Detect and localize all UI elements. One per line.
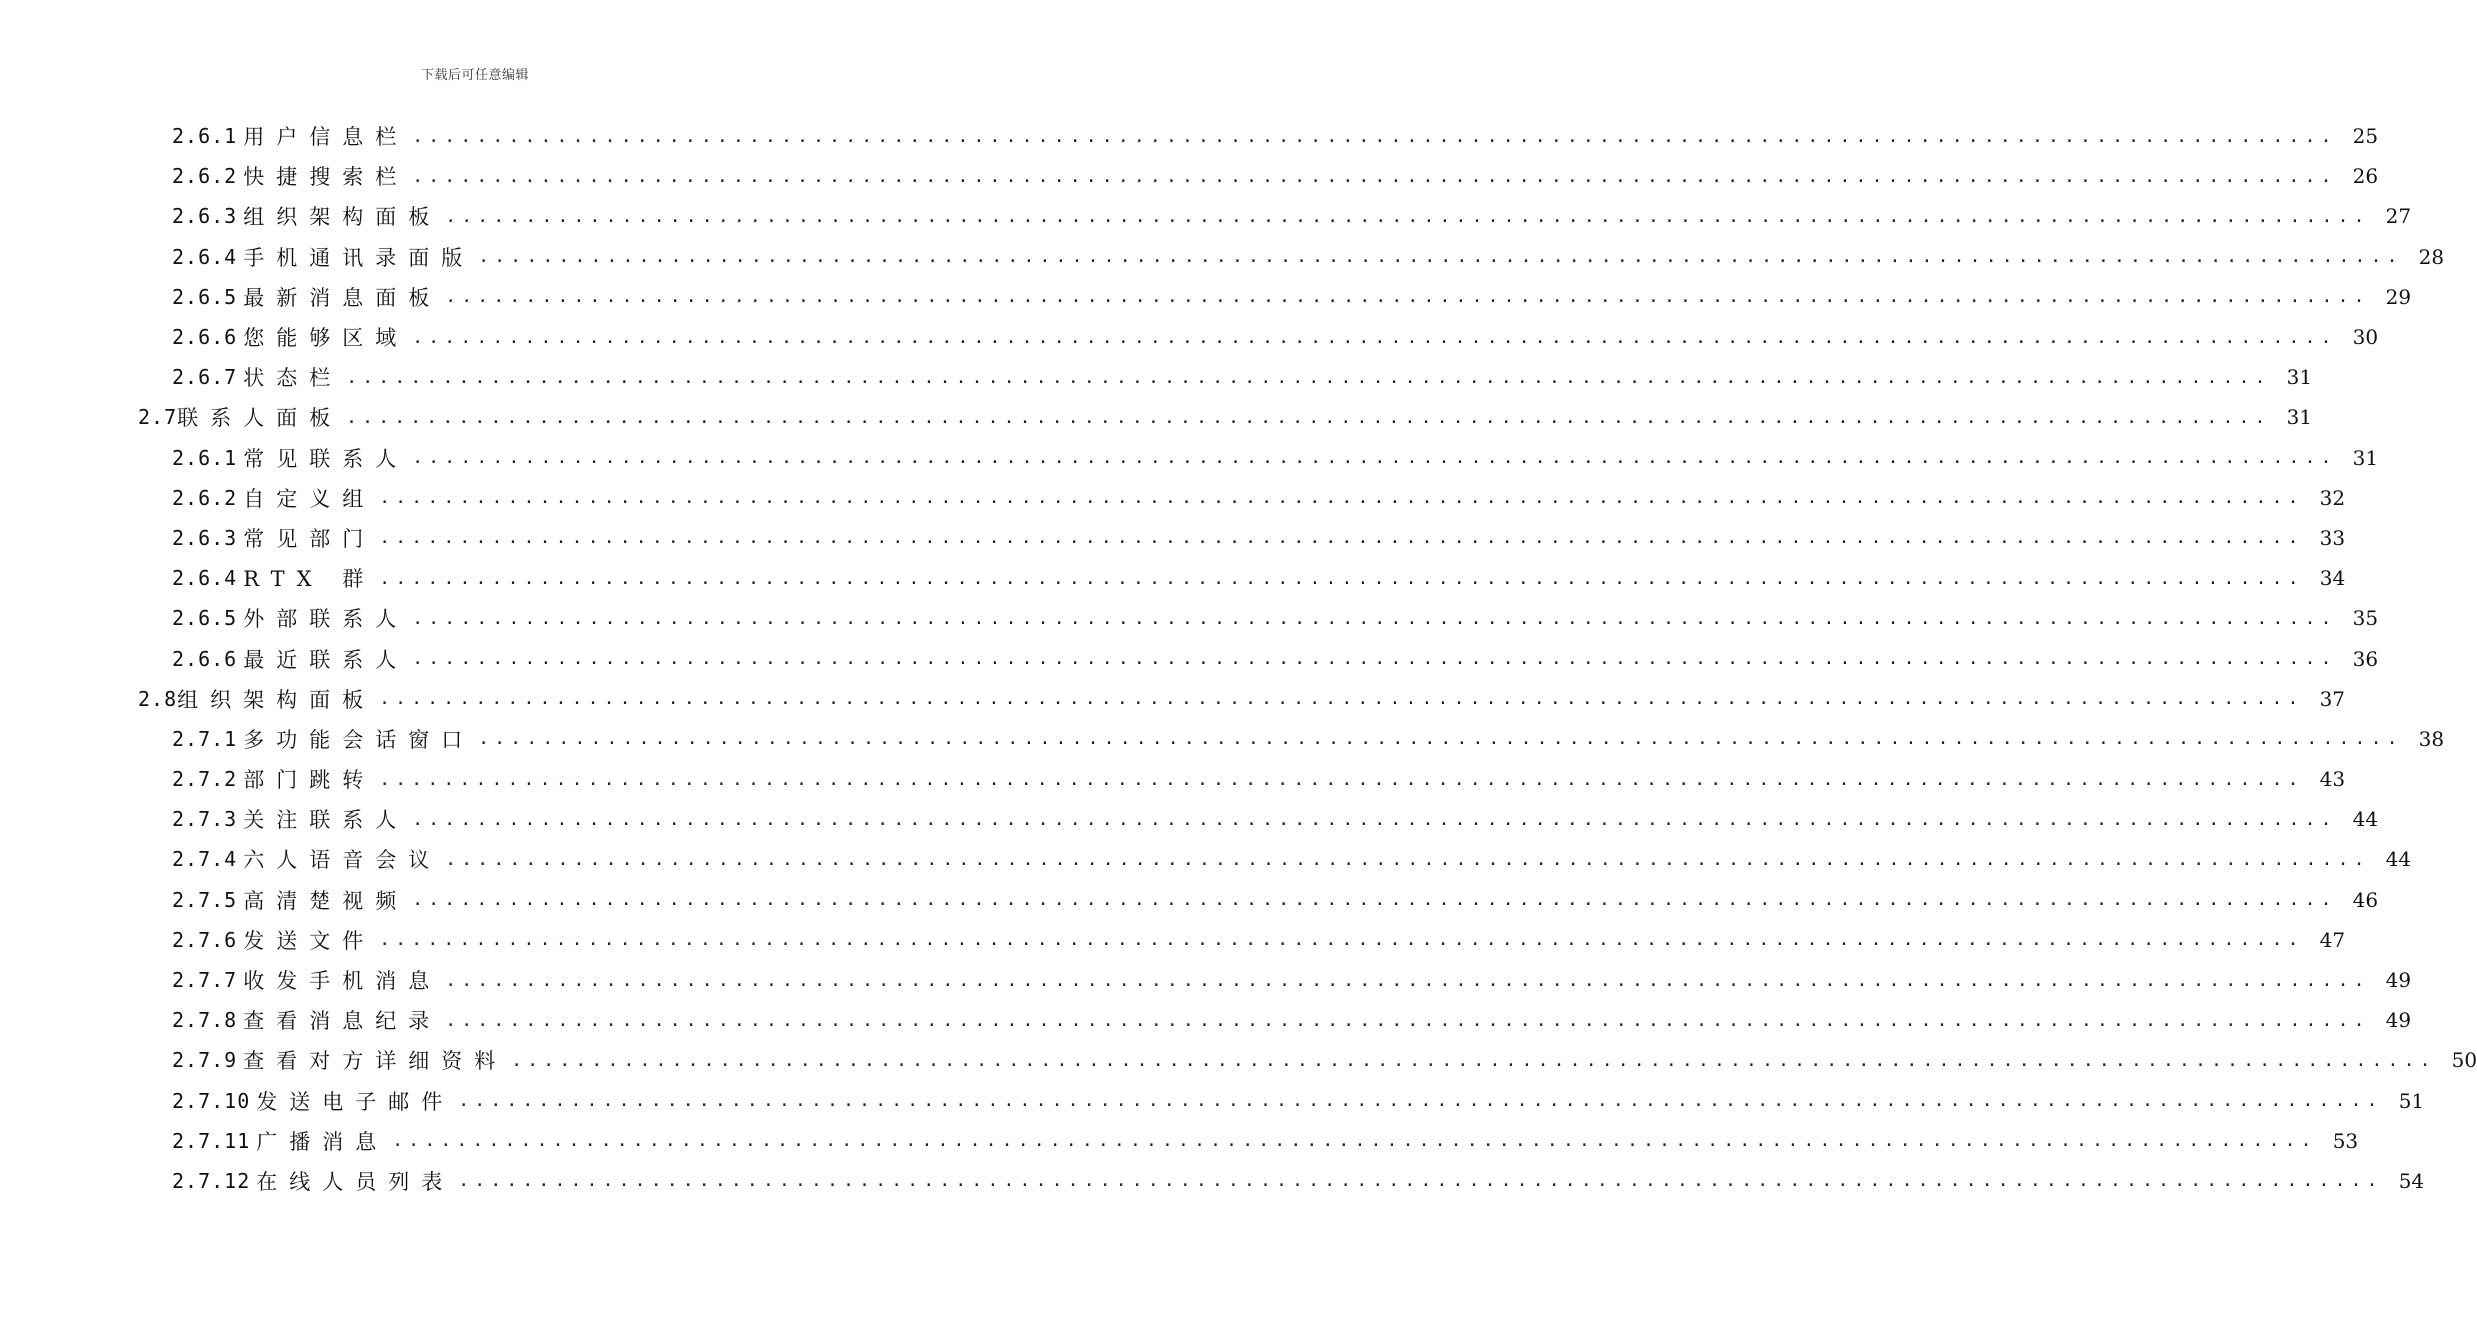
toc-entry-number: 2.6.7 <box>172 365 238 390</box>
toc-leader-dots: ........................................................................................................................ <box>379 688 2304 710</box>
toc-entry-page: 43 <box>2319 767 2346 792</box>
toc-entry-number: 2.7.1 <box>172 726 238 751</box>
toc-leader-dots: ........................................................................................................................ <box>379 567 2304 589</box>
toc-entry-title: 最新消息面板 <box>243 285 442 310</box>
toc-entry-number: 2.7.12 <box>172 1168 251 1193</box>
toc-entry-number: 2.7.7 <box>172 968 238 993</box>
toc-entry[interactable] <box>0 1121 2359 1161</box>
toc-entry-number: 2.7.11 <box>172 1128 251 1153</box>
toc-entry[interactable] <box>0 357 2313 397</box>
toc-leader-dots: ........................................................................................................................ <box>445 969 2370 991</box>
toc-entry-number: 2.6.2 <box>172 485 238 510</box>
toc-entry-number: 2.8 <box>138 686 178 711</box>
toc-entry-page: 29 <box>2385 284 2412 309</box>
toc-entry-title: 查看对方详细资料 <box>243 1049 508 1074</box>
toc-entry-title: 外部联系人 <box>243 607 409 632</box>
toc-leader-dots: ........................................................................................................................ <box>379 768 2304 790</box>
toc-entry-number: 2.7.6 <box>172 927 238 952</box>
toc-entry-page: 47 <box>2319 927 2346 952</box>
toc-entry-number: 2.6.3 <box>172 525 238 550</box>
toc-entry-number: 2.6.5 <box>172 606 238 631</box>
toc-leader-dots: ........................................................................................................................ <box>458 1090 2383 1112</box>
toc-entry-title: 组织架构面板 <box>177 687 376 712</box>
toc-entry-title: 状态栏 <box>243 366 343 391</box>
toc-entry-title: 发送电子邮件 <box>256 1089 455 1114</box>
toc-entry-number: 2.7.2 <box>172 767 238 792</box>
toc-entry-page: 28 <box>2418 244 2445 269</box>
toc-entry-number: 2.6.1 <box>172 445 238 470</box>
toc-entry[interactable] <box>0 156 2379 196</box>
toc-entry-number: 2.7.4 <box>172 847 238 872</box>
toc-leader-dots: ........................................................................................................................ <box>412 326 2337 348</box>
toc-entry-title: 手机通讯录面版 <box>243 245 475 270</box>
toc-entry[interactable] <box>0 719 2445 759</box>
toc-entry-number: 2.6.4 <box>172 566 238 591</box>
toc-entry[interactable] <box>0 920 2346 960</box>
toc-entry-number: 2.7.3 <box>172 807 238 832</box>
toc-entry-title: 六人语音会议 <box>243 848 442 873</box>
toc-leader-dots: ........................................................................................................................ <box>445 848 2370 870</box>
toc-entry-page: 51 <box>2398 1088 2425 1113</box>
toc-leader-dots: ........................................................................................................................ <box>412 808 2337 830</box>
toc-leader-dots: ........................................................................................................................ <box>412 889 2337 911</box>
toc-entry-page: 44 <box>2385 847 2412 872</box>
toc-entry-number: 2.6.3 <box>172 204 238 229</box>
toc-entry[interactable] <box>0 558 2346 598</box>
toc-entry-page: 31 <box>2286 365 2313 390</box>
toc-entry-page: 35 <box>2352 606 2379 631</box>
toc-leader-dots: ........................................................................................................................ <box>346 406 2271 428</box>
toc-entry-page: 54 <box>2398 1168 2425 1193</box>
toc-entry-number: 2.7.5 <box>172 887 238 912</box>
toc-entry-page: 44 <box>2352 807 2379 832</box>
toc-entry[interactable] <box>0 960 2412 1000</box>
toc-leader-dots: ........................................................................................................................ <box>412 447 2337 469</box>
toc-entry[interactable] <box>0 438 2379 478</box>
toc-entry[interactable] <box>0 839 2412 879</box>
toc-entry[interactable] <box>0 880 2379 920</box>
toc-entry-title: 查看消息纪录 <box>243 1009 442 1034</box>
toc-leader-dots: ........................................................................................................................ <box>412 165 2337 187</box>
toc-entry[interactable] <box>0 1000 2412 1040</box>
toc-entry-page: 27 <box>2385 204 2412 229</box>
toc-entry-title: 多功能会话窗口 <box>243 727 475 752</box>
toc-entry-title: 广播消息 <box>256 1129 389 1154</box>
toc-leader-dots: ........................................................................................................................ <box>445 1009 2370 1031</box>
toc-entry[interactable] <box>0 478 2346 518</box>
toc-entry[interactable] <box>0 518 2346 558</box>
toc-entry-page: 31 <box>2352 445 2379 470</box>
toc-entry-title: 在线人员列表 <box>256 1169 455 1194</box>
toc-entry-page: 36 <box>2352 646 2379 671</box>
toc-leader-dots: ........................................................................................................................ <box>346 366 2271 388</box>
toc-entry-page: 33 <box>2319 525 2346 550</box>
toc-entry-page: 53 <box>2332 1128 2359 1153</box>
toc-entry-page: 50 <box>2451 1048 2477 1073</box>
toc-entry-title: 快捷搜索栏 <box>243 165 409 190</box>
toc-entry-number: 2.6.1 <box>172 124 238 149</box>
toc-entry[interactable] <box>0 1081 2425 1121</box>
toc-entry[interactable] <box>0 116 2379 156</box>
toc-leader-dots: ........................................................................................................................ <box>412 607 2337 629</box>
toc-entry[interactable] <box>0 759 2346 799</box>
toc-entry[interactable] <box>0 598 2379 638</box>
toc-entry-number: 2.7.10 <box>172 1088 251 1113</box>
toc-entry-title: 高清楚视频 <box>243 888 409 913</box>
toc-entry-title: 联系人面板 <box>177 406 343 431</box>
page-header: 下载后可任意编辑 <box>420 68 529 83</box>
toc-entry[interactable] <box>0 277 2412 317</box>
toc-entry-number: 2.7.8 <box>172 1008 238 1033</box>
toc-entry-page: 32 <box>2319 485 2346 510</box>
toc-leader-dots: ........................................................................................................................ <box>412 648 2337 670</box>
toc-leader-dots: ........................................................................................................................ <box>379 487 2304 509</box>
toc-entry-title: 您能够区域 <box>243 326 409 351</box>
toc-entry-number: 2.6.5 <box>172 284 238 309</box>
toc-entry-page: 37 <box>2319 686 2346 711</box>
toc-entry-page: 25 <box>2352 124 2379 149</box>
toc-entry-number: 2.7 <box>138 405 178 430</box>
toc-leader-dots: ........................................................................................................................ <box>412 125 2337 147</box>
toc-entry[interactable] <box>0 679 2346 719</box>
toc-entry-title: RTX 群 <box>243 567 376 592</box>
toc-entry[interactable] <box>0 1161 2425 1201</box>
toc-leader-dots: ........................................................................................................................ <box>392 1130 2317 1152</box>
toc-leader-dots: ........................................................................................................................ <box>379 929 2304 951</box>
toc-leader-dots: ........................................................................................................................ <box>445 205 2370 227</box>
toc-entry[interactable] <box>0 799 2379 839</box>
toc-entry-number: 2.6.6 <box>172 325 238 350</box>
table-of-contents <box>0 116 2477 1201</box>
toc-entry-title: 常见联系人 <box>243 446 409 471</box>
toc-entry[interactable] <box>0 196 2412 236</box>
toc-leader-dots: ........................................................................................................................ <box>478 246 2403 268</box>
toc-entry-number: 2.6.6 <box>172 646 238 671</box>
toc-entry-page: 46 <box>2352 887 2379 912</box>
toc-entry-page: 26 <box>2352 164 2379 189</box>
toc-entry-page: 34 <box>2319 566 2346 591</box>
toc-leader-dots: ........................................................................................................................ <box>379 527 2304 549</box>
toc-entry-number: 2.6.4 <box>172 244 238 269</box>
toc-leader-dots: ........................................................................................................................ <box>445 286 2370 308</box>
toc-entry[interactable] <box>0 317 2379 357</box>
toc-entry-page: 31 <box>2286 405 2313 430</box>
toc-entry-title: 自定义组 <box>243 486 376 511</box>
toc-entry-page: 38 <box>2418 726 2445 751</box>
toc-entry-number: 2.6.2 <box>172 164 238 189</box>
toc-entry-title: 常见部门 <box>243 526 376 551</box>
toc-entry-title: 最近联系人 <box>243 647 409 672</box>
toc-entry[interactable] <box>0 397 2313 437</box>
toc-entry-title: 收发手机消息 <box>243 969 442 994</box>
toc-entry-page: 30 <box>2352 325 2379 350</box>
toc-leader-dots: ........................................................................................................................ <box>478 728 2403 750</box>
toc-leader-dots: ........................................................................................................................ <box>458 1170 2383 1192</box>
toc-entry[interactable] <box>0 1040 2477 1080</box>
toc-entry-title: 发送文件 <box>243 928 376 953</box>
toc-entry-number: 2.7.9 <box>172 1048 238 1073</box>
toc-entry-page: 49 <box>2385 1008 2412 1033</box>
toc-entry-title: 部门跳转 <box>243 768 376 793</box>
toc-entry-title: 关注联系人 <box>243 808 409 833</box>
toc-entry-title: 组织架构面板 <box>243 205 442 230</box>
toc-entry[interactable] <box>0 237 2445 277</box>
toc-entry[interactable] <box>0 638 2379 678</box>
toc-entry-page: 49 <box>2385 968 2412 993</box>
toc-leader-dots: ........................................................................................................................ <box>511 1049 2436 1071</box>
toc-entry-title: 用户信息栏 <box>243 125 409 150</box>
